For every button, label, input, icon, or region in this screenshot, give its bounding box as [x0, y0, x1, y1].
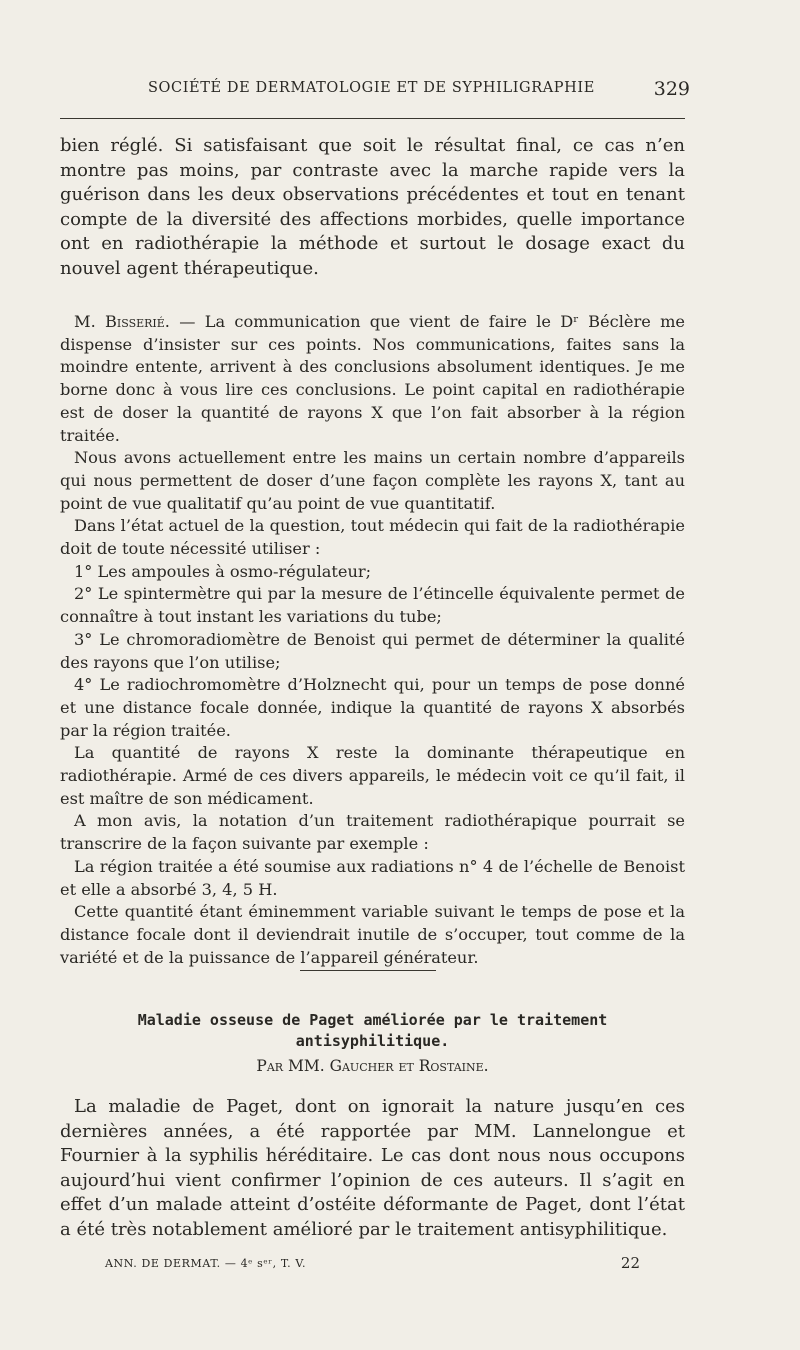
discussion-paragraph: Cette quantité étant éminemment variable suivant le temps de pose et la distance focale dont il deviendrait inutile de s’occuper, tout comme de la variété et de la puissance de l’appareil générateur. — [60, 902, 685, 967]
discussion-paragraph: Dans l’état actuel de la question, tout médecin qui fait de la radiothérapie doit de toute nécessité utiliser : — [60, 516, 685, 559]
section-lead-paragraph: La maladie de Paget, dont on ignorait la nature jusqu’en ces dernières années, a été rapportée par MM. Lannelongue et Fournier à la syphilis héréditaire. Le cas dont nous nous occupons aujourd’hui vient confirmer l’opinion de ces auteurs. Il s’agit en effet d’un malade atteint d’ostéite déformante de Paget, dont l’état a été très notablement amélioré par le traitement antisyphilitique. — [60, 1096, 685, 1240]
intro-paragraph-block — [60, 134, 685, 281]
running-title: SOCIÉTÉ DE DERMATOLOGIE ET DE SYPHILIGRAPHIE — [148, 80, 595, 96]
intro-paragraph: bien réglé. Si satisfaisant que soit le résultat final, ce cas n’en montre pas moins, par contraste avec la marche rapide vers la guérison dans les deux observations précédentes et tout en tenant compte de la diversité des affections morbides, quelle importance ont en radiothérapie la méthode et surtout le dosage exact du nouvel agent thérapeutique. — [60, 135, 685, 279]
section-separator — [300, 970, 436, 971]
discussion-paragraph: Nous avons actuellement entre les mains un certain nombre d’appareils qui nous permettent de doser d’une façon complète les rayons X, tant au point de vue qualitatif qu’au point de vue quantitatif. — [60, 448, 685, 513]
list-item: 2° Le spintermètre qui par la mesure de l’étincelle équivalente permet de connaître à tout instant les variations du tube; — [60, 584, 685, 627]
list-item: 4° Le radiochromomètre d’Holznecht qui, pour un temps de pose donné et une distance focale donnée, indique la quantité de rayons X absorbés par la région traitée. — [60, 675, 685, 740]
section-byline: Par MM. Gaucher et Rostaine. — [256, 1057, 489, 1075]
section-lead-block — [60, 1095, 685, 1242]
section-title: Maladie osseuse de Paget améliorée par le traitement antisyphilitique. — [137, 1011, 608, 1050]
discussion-opening-text: — La communication que vient de faire le Dʳ Béclère me dispense d’insister sur ces points. Nos communications, faites sans la moindre entente, arrivent à des conclusions absolument identiques. Je me borne donc à vous lire ces conclusions. Le point capital en radiothérapie est de doser la quantité de rayons X que l’on fait absorber à la région traitée. — [60, 312, 685, 445]
discussion-paragraph: A mon avis, la notation d’un traitement radiothérapique pourrait se transcrire de la façon suivante par exemple : — [60, 811, 685, 854]
discussion-opening — [60, 311, 685, 447]
list-item: 3° Le chromoradiomètre de Benoist qui permet de déterminer la qualité des rayons que l’on utilise; — [60, 629, 685, 672]
discussion-paragraph: La quantité de rayons X reste la dominante thérapeutique en radiothérapie. Armé de ces divers appareils, le médecin voit ce qu’il fait, il est maître de son médicament. — [60, 743, 685, 808]
list-item: 1° Les ampoules à osmo-régulateur; — [74, 561, 372, 581]
speaker-name: M. Bisserié. — [74, 312, 170, 331]
discussion-block — [60, 311, 685, 969]
footer-signature: 22 — [620, 1254, 640, 1272]
discussion-paragraph: La région traitée a été soumise aux radiations n° 4 de l’échelle de Benoist et elle a absorbé 3, 4, 5 H. — [60, 856, 685, 899]
page-number: 329 — [653, 78, 690, 100]
header-rule — [60, 118, 685, 119]
footer-citation: ANN. DE DERMAT. — 4ᵉ sᵉʳ, T. V. — [105, 1257, 307, 1270]
